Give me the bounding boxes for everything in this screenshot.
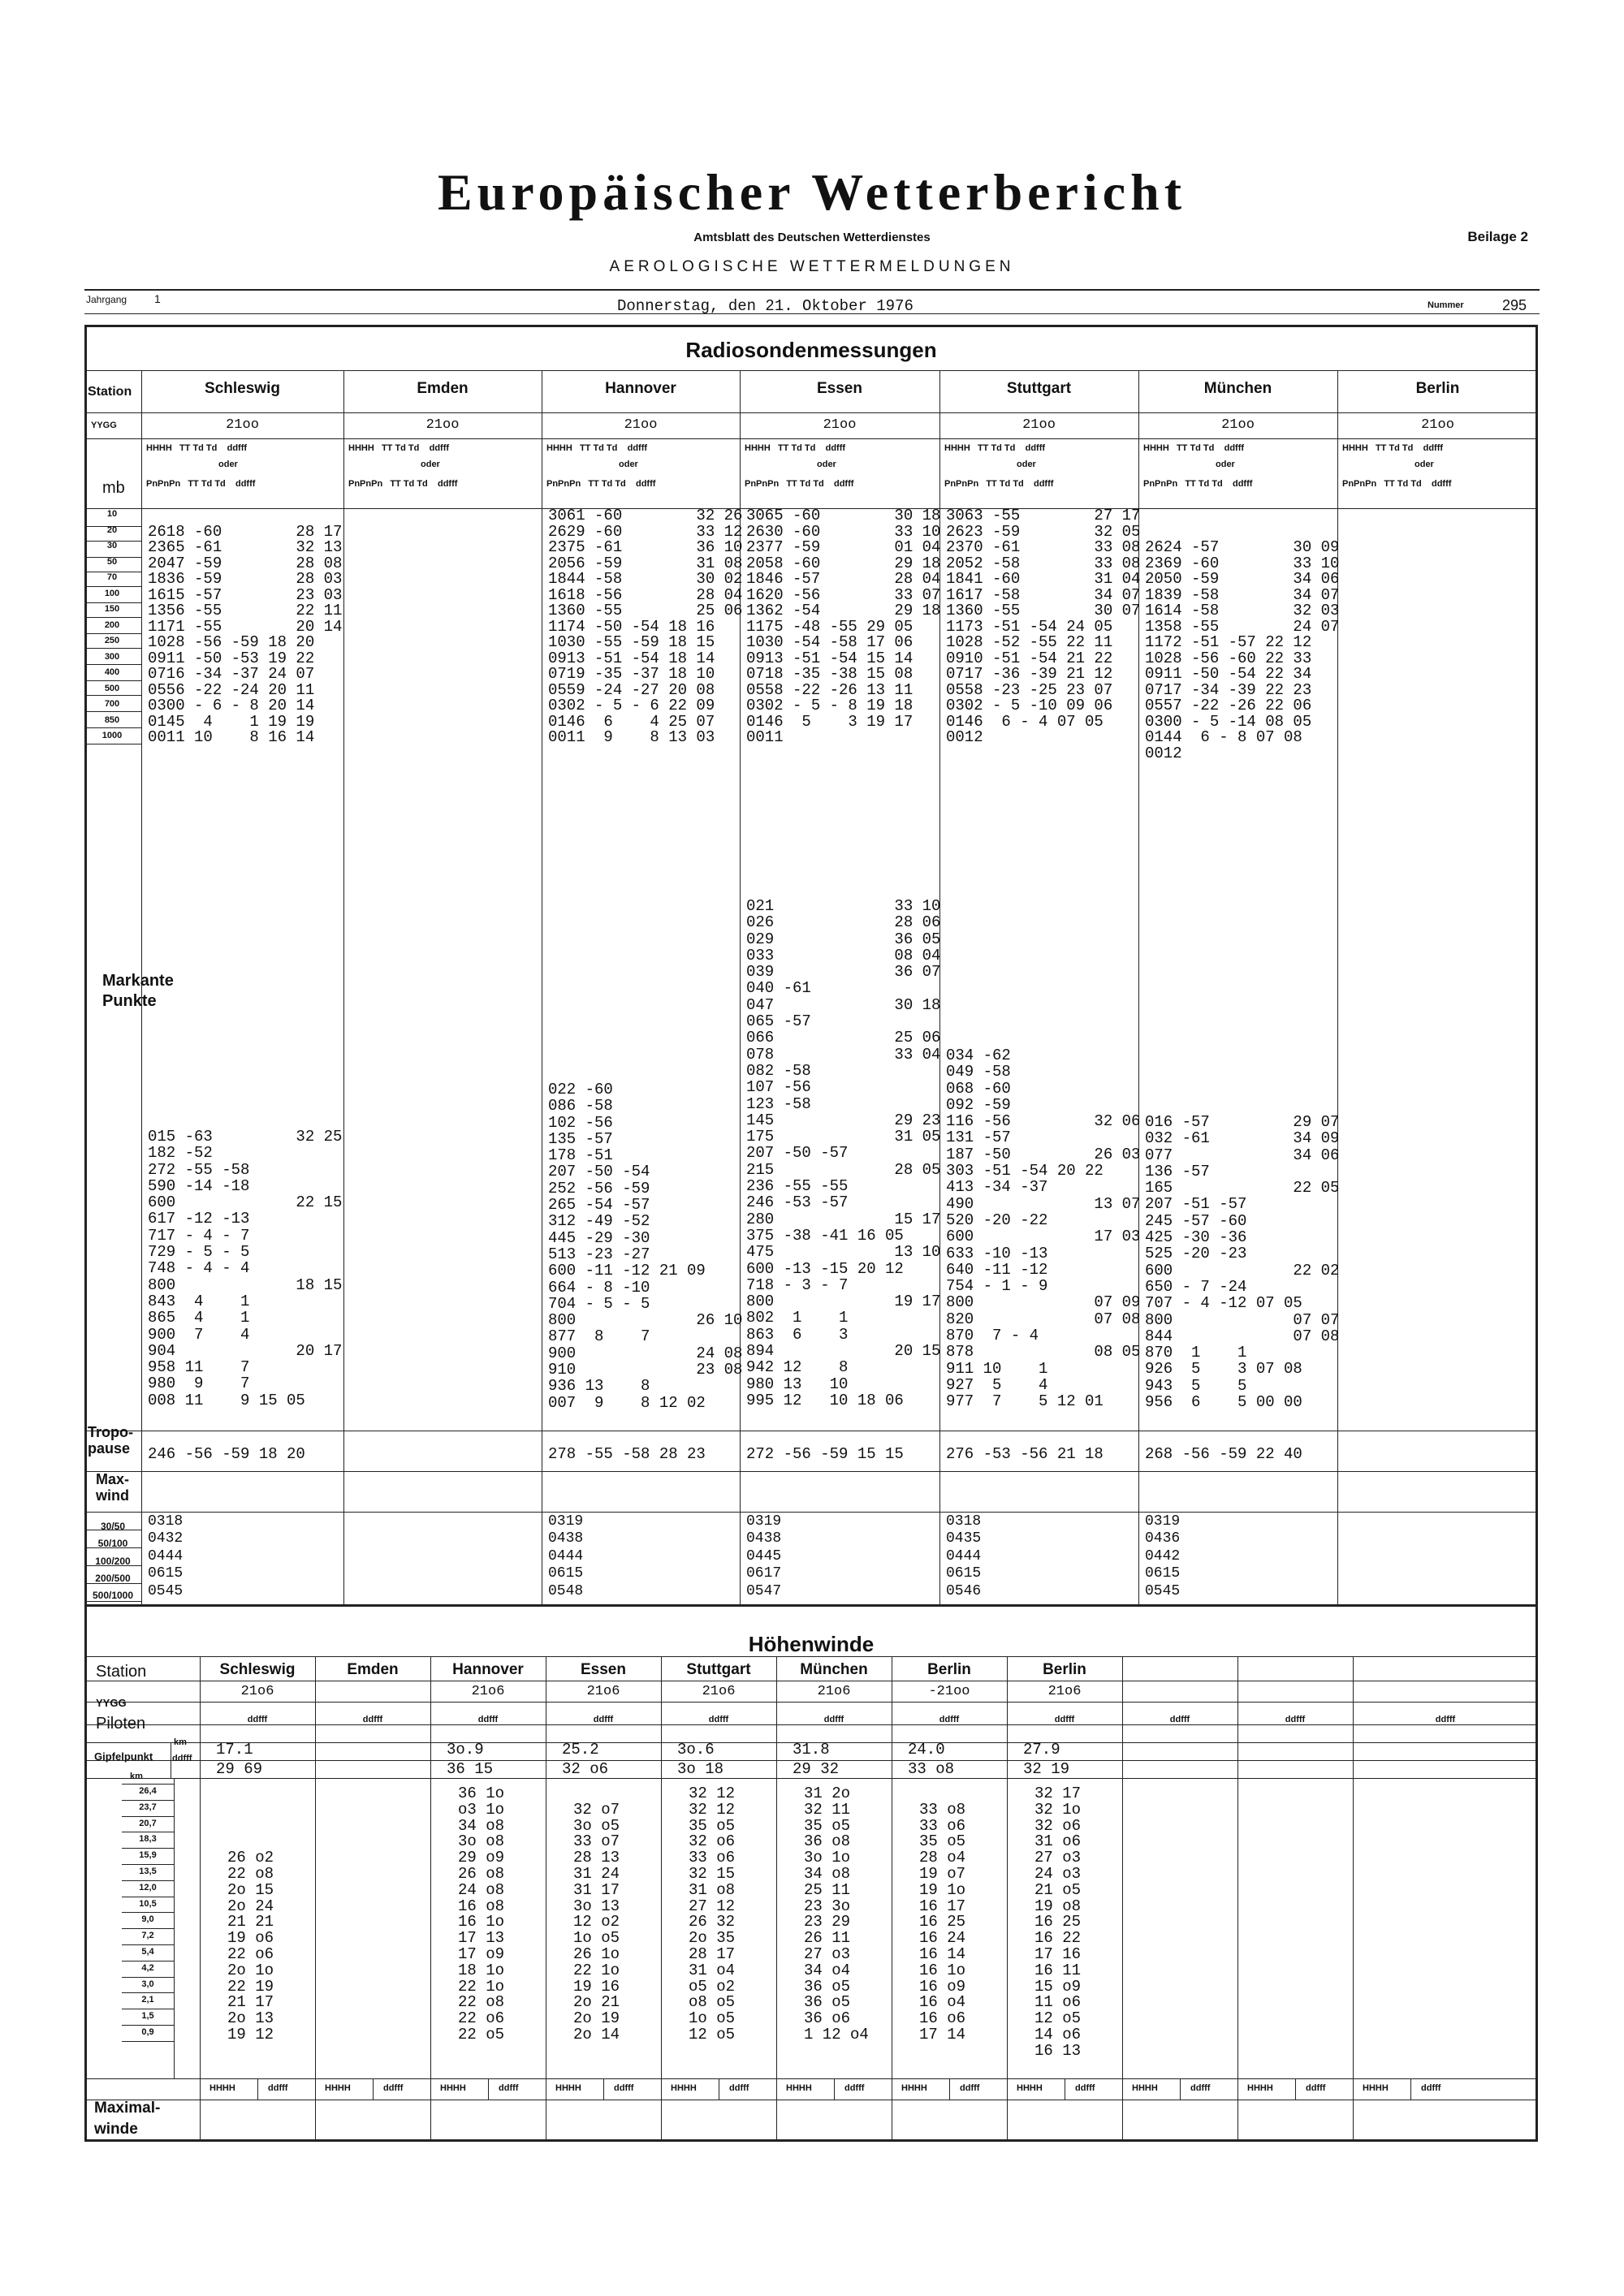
hw-ddfff-head: ddfff [1054,1715,1075,1724]
station-name-schleswig: Schleswig [205,380,280,397]
station-name-stuttgart: Stuttgart [1006,380,1072,397]
col-head-pn: PnPnPn TT Td Td ddfff [348,479,458,489]
hw-ddfff-head: ddfff [477,1715,499,1724]
gipfel-km-value: 27.9 [1023,1741,1060,1759]
hoehenwinde-title: Höhenwinde [748,1632,875,1656]
hw-vrule [1122,1656,1123,2142]
hw-station-name: Hannover [452,1661,524,1678]
hw-station-name: Berlin [1043,1661,1086,1678]
issue-date: Donnerstag, den 21. Oktober 1976 [617,297,914,315]
hw-yygg-value: 21o6 [471,1684,505,1699]
hhhh-split [1295,2078,1296,2100]
rs-hrule [84,1471,1538,1472]
tropopause-value: 276 -53 -56 21 18 [946,1445,1104,1463]
hw-vrule [315,1656,316,2142]
gipfel-ddfff-value: 33 o8 [908,1760,955,1778]
max-hhhh-head: HHHH [901,2083,927,2093]
nummer-label: Nummer [1427,300,1464,310]
mb-levels: 10 20 30 50 70 100 150 200 250 300 400 500 700 850 1000 [102,509,123,740]
yygg-label: YYGG [91,421,117,430]
yygg-value: 21oo [425,417,460,433]
hw-yygg-label: YYGG [96,1697,127,1709]
subtitle: Amtsblatt des Deutschen Wetterdienstes [693,231,931,244]
hhhh-split [1180,2078,1181,2100]
col-head-oder: oder [619,460,638,469]
hw-yygg-value: 21o6 [586,1684,620,1699]
max-ddfff-head: ddfff [844,2083,865,2093]
markante-punkte-values: 016 -57 29 07 032 -61 34 09 077 34 06 136 -57 165 22 05 207 -51 -57 245 -57 -60 425 -30 -36 525 -20 -23 600 22 02 650 - 7 -24 707 - 4 -12 07 05 800 07 07 844 07 08 870 1 1 926 5 3 07 08 943 5 5 956 6 5 00 00 [1145,1113,1340,1412]
max-hhhh-head: HHHH [1132,2083,1158,2093]
gipfel-ddfff-value: 36 15 [447,1760,494,1778]
gipfel-ddfff-value: 32 19 [1023,1760,1070,1778]
tropopause-value: 246 -56 -59 18 20 [148,1445,305,1463]
section-title: AEROLOGISCHE WETTERMELDUNGEN [609,258,1015,275]
hhhh-split [1410,2078,1411,2100]
rs-section-end [84,1604,1538,1607]
rs-hrule [84,412,1538,413]
gipfel-ddfff-value: 32 o6 [562,1760,609,1778]
hw-station-name: Emden [347,1661,399,1678]
hw-ddfff-head: ddfff [1285,1715,1306,1724]
col-head-hhhh: HHHH TT Td Td ddfff [546,443,648,453]
hw-hrule [84,1778,1538,1779]
tropopause-value: 268 -56 -59 22 40 [1145,1445,1302,1463]
hw-ddfff-head: ddfff [1435,1715,1456,1724]
yygg-value: 21oo [226,417,259,433]
tropopause-label: Tropo- pause [88,1424,133,1457]
hw-ddfff-head: ddfff [593,1715,614,1724]
max-hhhh-head: HHHH [325,2083,351,2093]
hw-vrule [200,1656,201,2142]
col-head-pn: PnPnPn TT Td Td ddfff [1342,479,1452,489]
col-head-hhhh: HHHH TT Td Td ddfff [348,443,450,453]
markante-punkte-values: 021 33 10 026 28 06 029 36 05 033 08 04 039 36 07 040 -61 047 30 18 065 -57 066 25 06 078 33 04 082 -58 107 -56 123 -58 145 29 23 175 31 05 207 -50 -57 215 28 05 236 -55 -55 246 -53 -57 280 15 17 375 -38 -41 16 05 475 13 10 600 -13 -15 20 12 718 - 3 - 7 800 19 17 802 1 1 863 6 3 894 20 15 942 12 8 980 13 10 995 12 10 18 06 [746,897,941,1409]
yygg-value: 21oo [624,417,658,433]
hw-wind-values: 33 o8 33 o6 35 o5 28 o4 19 o7 19 1o 16 17 16 25 16 24 16 14 16 1o 16 o9 16 o4 16 o6 17 14 [919,1800,966,2044]
markante-punkte-label: Markante Punkte [102,972,179,1010]
gipfelpunkt-label: Gipfelpunkt [94,1750,153,1763]
hw-yygg-value: 21o6 [702,1684,736,1699]
tropopause-value: 272 -56 -59 15 15 [746,1445,904,1463]
hw-vrule [430,1656,431,2142]
col-head-pn: PnPnPn TT Td Td ddfff [745,479,854,489]
hhhh-split [373,2078,374,2100]
station-name-berlin: Berlin [1415,380,1460,397]
hw-yygg-value: -21oo [928,1684,970,1699]
col-head-pn: PnPnPn TT Td Td ddfff [1143,479,1253,489]
hw-vrule [1353,1656,1354,2142]
col-head-hhhh: HHHH TT Td Td ddfff [1342,443,1444,453]
max-ddfff-head: ddfff [1075,2083,1095,2093]
max-hhhh-head: HHHH [209,2083,235,2093]
hhhh-split [834,2078,835,2100]
layer-row-rule [84,1512,141,1513]
hw-vrule [661,1656,662,2142]
max-hhhh-head: HHHH [1363,2083,1389,2093]
max-ddfff-head: ddfff [383,2083,404,2093]
hhhh-split [603,2078,604,2100]
gipfel-km-value: 3o.6 [677,1741,715,1759]
station-name-münchen: München [1203,380,1272,397]
max-ddfff-head: ddfff [268,2083,288,2093]
piloten-label: Piloten [96,1715,146,1733]
rs-vrule [343,370,344,1604]
station-name-emden: Emden [417,380,469,397]
max-ddfff-head: ddfff [499,2083,519,2093]
maxwind-values: 0319 0438 0444 0615 0548 [548,1513,584,1599]
yygg-value: 21oo [823,417,857,433]
gipfel-ddfff-value: 29 32 [793,1760,840,1778]
hw-hrule [84,1724,1538,1725]
page-title: Europäischer Wetterbericht [437,163,1187,221]
yygg-value: 21oo [1022,417,1056,433]
hw-wind-values: 26 o2 22 o8 2o 15 2o 24 21 21 19 o6 22 o6 2o 1o 22 19 21 17 2o 13 19 12 [227,1849,274,2044]
station-name-essen: Essen [817,380,862,397]
hhhh-split [488,2078,489,2100]
header-rule [84,289,1540,291]
hw-ddfff-head: ddfff [823,1715,844,1724]
col-head-hhhh: HHHH TT Td Td ddfff [745,443,846,453]
max-hhhh-head: HHHH [1017,2083,1043,2093]
max-hhhh-head: HHHH [440,2083,466,2093]
hhhh-split [257,2078,258,2100]
col-head-pn: PnPnPn TT Td Td ddfff [944,479,1054,489]
standard-levels: 3065 -60 30 18 2630 -60 33 10 2377 -59 01 04 2058 -60 29 18 1846 -57 28 04 1620 -56 33 07 1362 -54 29 18 1175 -48 -55 29 05 1030 -54 -58 17 06 0913 -51 -54 15 14 0718 -35 -38 15 08 0558 -22 -26 13 11 0302 - 5 - 8 19 18 0146 5 3 19 17 0011 [746,507,941,746]
jahrgang-label: Jahrgang [86,294,127,305]
rs-hrule [84,370,1538,371]
maxwind-values: 0319 0438 0445 0617 0547 [746,1513,782,1599]
hw-ddfff-head: ddfff [708,1715,729,1724]
standard-levels: 3063 -55 27 17 2623 -59 32 05 2370 -61 33 08 2052 -58 33 08 1841 -60 31 04 1617 -58 34 07 1360 -55 30 07 1173 -51 -54 24 05 1028 -52 -55 22 11 0910 -51 -54 21 22 0717 -36 -39 21 12 0558 -23 -25 23 07 0302 - 5 -10 09 06 0146 6 - 4 07 05 0012 [946,507,1141,746]
station-label: Station [88,385,132,399]
radiosonde-title: Radiosondenmessungen [685,338,937,362]
hw-station-name: Schleswig [219,1661,296,1678]
rs-hrule [84,438,1538,439]
hw-wind-values: 36 1o o3 1o 34 o8 3o o8 29 o9 26 o8 24 o8 16 o8 16 1o 17 13 17 o9 18 1o 22 1o 22 o8 22 o6 22 o5 [458,1785,505,2044]
hw-yygg-value: 21o6 [240,1684,274,1699]
gipfel-ddfff-value: 3o 18 [677,1760,724,1778]
km-split [174,1778,175,2078]
hw-ddfff-head: ddfff [362,1715,383,1724]
col-head-hhhh: HHHH TT Td Td ddfff [1143,443,1245,453]
gipfel-km-value: 24.0 [908,1741,945,1759]
max-ddfff-head: ddfff [1306,2083,1326,2093]
max-hhhh-head: HHHH [1247,2083,1273,2093]
hw-wind-values: 32 o7 3o o5 33 o7 28 13 31 24 31 17 3o 13 12 o2 1o o5 26 1o 22 1o 19 16 2o 21 2o 19 2o 14 [573,1800,620,2044]
col-head-pn: PnPnPn TT Td Td ddfff [146,479,256,489]
maxwind-values: 0318 0435 0444 0615 0546 [946,1513,982,1599]
gipfel-ddfff-value: 29 69 [216,1760,263,1778]
beilage-label: Beilage 2 [1467,229,1528,244]
gipfel-ddfff-label: ddfff [172,1754,192,1763]
maximalwinde-label: Maximal- winde [94,2100,161,2138]
tropopause-value: 278 -55 -58 28 23 [548,1445,706,1463]
hhhh-split [949,2078,950,2100]
max-ddfff-head: ddfff [614,2083,634,2093]
markante-punkte-values: 022 -60 086 -58 102 -56 135 -57 178 -51 207 -50 -54 252 -56 -59 265 -54 -57 312 -49 -52 445 -29 -30 513 -23 -27 600 -11 -12 21 09 664 - 8 -10 704 - 5 - 5 800 26 10 877 8 7 900 24 08 910 23 08 936 13 8 007 9 8 12 02 [548,1081,743,1412]
jahrgang-value: 1 [154,292,161,305]
hw-station-name: Essen [581,1661,626,1678]
hw-ddfff-head: ddfff [247,1715,268,1724]
hw-vrule [776,1656,777,2142]
rs-hrule [84,1512,1538,1513]
nummer-value: 295 [1502,297,1527,313]
col-head-hhhh: HHHH TT Td Td ddfff [146,443,248,453]
hw-station-name: Berlin [927,1661,971,1678]
max-ddfff-head: ddfff [1421,2083,1441,2093]
max-ddfff-head: ddfff [729,2083,749,2093]
col-head-oder: oder [1216,460,1235,469]
col-head-hhhh: HHHH TT Td Td ddfff [944,443,1046,453]
standard-levels: 2624 -57 30 09 2369 -60 33 10 2050 -59 34 06 1839 -58 34 07 1614 -58 32 03 1358 -55 24 07 1172 -51 -57 22 12 1028 -56 -60 22 33 0911 -50 -54 22 34 0717 -34 -39 22 23 0557 -22 -26 22 06 0300 - 5 -14 08 05 0144 6 - 8 07 08 0012 [1145,538,1340,762]
km-label: km [130,1772,143,1781]
km-levels: 26,4 23,7 20,7 18,3 15,9 13,5 12,0 10,5 9,0 7,2 5,4 4,2 3,0 2,1 1,5 0,9 [139,1786,157,2037]
max-ddfff-head: ddfff [960,2083,980,2093]
hw-hrule [84,1656,1538,1657]
max-ddfff-head: ddfff [1190,2083,1211,2093]
col-head-oder: oder [1415,460,1434,469]
hw-wind-values: 32 17 32 1o 32 o6 31 o6 27 o3 24 o3 21 o5 19 o8 16 25 16 22 17 16 16 11 15 o9 11 o6 12 o5 14 o6 16 13 [1034,1785,1082,2060]
gipfel-km-value: 3o.9 [447,1741,484,1759]
hw-station-name: Stuttgart [686,1661,751,1678]
km-row-rule [122,2041,174,2042]
hw-station-label: Station [96,1663,147,1681]
hw-wind-values: 31 2o 32 11 35 o5 36 o8 3o 1o 34 o8 25 11 23 3o 23 29 26 11 27 o3 34 o4 36 o5 36 o5 36 o6 1 12 o4 [804,1785,869,2044]
hw-vrule [1237,1656,1238,2142]
hw-hrule [84,1702,1538,1703]
max-hhhh-head: HHHH [671,2083,697,2093]
yygg-value: 21oo [1221,417,1255,433]
mb-label: mb [102,479,125,497]
layer-labels: 30/50 50/100 100/200 200/500 500/1000 [92,1521,134,1602]
max-hhhh-head: HHHH [555,2083,581,2093]
gipfel-km-value: 17.1 [216,1741,253,1759]
hw-ddfff-head: ddfff [1169,1715,1190,1724]
maxwind-values: 0318 0432 0444 0615 0545 [148,1513,184,1599]
gipfel-km-value: 31.8 [793,1741,830,1759]
yygg-value: 21oo [1421,417,1454,433]
gipfel-km-label: km [174,1737,187,1747]
col-head-oder: oder [421,460,440,469]
hw-yygg-value: 21o6 [817,1684,851,1699]
hw-station-name: München [800,1661,868,1678]
hw-yygg-value: 21o6 [1047,1684,1082,1699]
col-head-pn: PnPnPn TT Td Td ddfff [546,479,656,489]
standard-levels: 2618 -60 28 17 2365 -61 32 13 2047 -59 28 08 1836 -59 28 03 1615 -57 23 03 1356 -55 22 11 1171 -55 20 14 1028 -56 -59 18 20 0911 -50 -53 19 22 0716 -34 -37 24 07 0556 -22 -24 20 11 0300 - 6 - 8 20 14 0145 4 1 19 19 0011 10 8 16 14 [148,522,343,746]
max-hhhh-head: HHHH [786,2083,812,2093]
standard-levels: 3061 -60 32 26 2629 -60 33 12 2375 -61 36 10 2056 -59 31 08 1844 -58 30 02 1618 -56 28 04 1360 -55 25 06 1174 -50 -54 18 16 1030 -55 -59 18 15 0913 -51 -54 18 14 0719 -35 -37 18 10 0559 -24 -27 20 08 0302 - 5 - 6 22 09 0146 6 4 25 07 0011 9 8 13 03 [548,507,743,746]
hw-hrule [84,2078,1538,2079]
col-head-oder: oder [218,460,238,469]
col-head-oder: oder [1017,460,1036,469]
markante-punkte-values: 015 -63 32 25 182 -52 272 -55 -58 590 -14 -18 600 22 15 617 -12 -13 717 - 4 - 7 729 - 5 - 5 748 - 4 - 4 800 18 15 843 4 1 865 4 1 900 7 4 904 20 17 958 11 7 980 9 7 008 11 9 15 05 [148,1128,343,1409]
col-head-oder: oder [817,460,836,469]
maxwind-label: Max- wind [96,1471,130,1504]
gipfel-km-value: 25.2 [562,1741,599,1759]
hw-ddfff-head: ddfff [939,1715,960,1724]
hw-wind-values: 32 12 32 12 35 o5 32 o6 33 o6 32 15 31 o8 27 12 26 32 2o 35 28 17 31 o4 o5 o2 o8 o5 1o o5 12 o5 [689,1785,736,2044]
maxwind-values: 0319 0436 0442 0615 0545 [1145,1513,1181,1599]
station-name-hannover: Hannover [605,380,676,397]
markante-punkte-values: 034 -62 049 -58 068 -60 092 -59 116 -56 32 06 131 -57 187 -50 26 03 303 -51 -54 20 22 413 -34 -37 490 13 07 520 -20 -22 600 17 03 633 -10 -13 640 -11 -12 754 - 1 - 9 800 07 09 820 07 08 870 7 - 4 878 08 05 911 10 1 927 5 4 977 7 5 12 01 [946,1047,1141,1411]
hw-vrule [1007,1656,1008,2142]
